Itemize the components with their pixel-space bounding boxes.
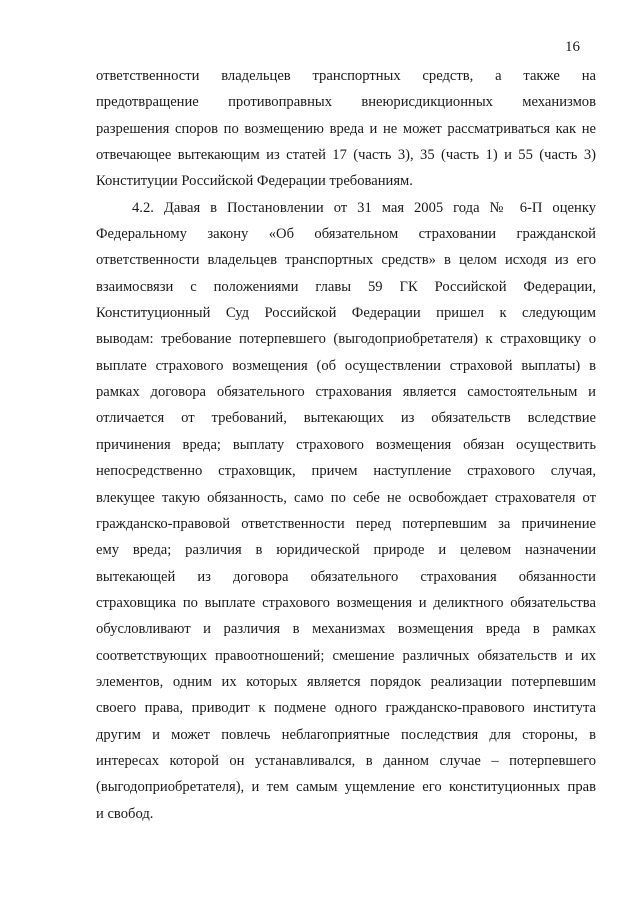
text-line: своего права, приводит к подмене одного гражданско-правового института <box>96 700 596 717</box>
text-line: гражданско-правовой ответственности перед потерпевшим за причинение <box>96 515 596 532</box>
text-line: вытекающей из договора обязательного страхования обязанности <box>96 568 596 585</box>
text-line: влекущее такую обязанность, само по себе не освобождает страхователя от <box>96 489 596 506</box>
text-line: выводам: требование потерпевшего (выгодоприобретателя) к страховщику о <box>96 331 596 348</box>
text-line: 4.2. Давая в Постановлении от 31 мая 2005 года № 6-П оценку <box>132 199 596 216</box>
text-line: Конституции Российской Федерации требованиям. <box>96 173 413 190</box>
text-line: страховщика по выплате страхового возмещения и деликтного обязательства <box>96 594 596 611</box>
text-line: взаимосвязи с положениями главы 59 ГК Российской Федерации, <box>96 278 596 295</box>
text-line: ему вреда; различия в юридической природе и целевом назначении <box>96 542 596 559</box>
text-line: интересах которой он устанавливался, в данном случае – потерпевшего <box>96 752 596 769</box>
text-line: рамках договора обязательного страхования является самостоятельным и <box>96 384 596 401</box>
text-line: соответствующих правоотношений; смешение различных обязательств и их <box>96 647 596 664</box>
text-line: ответственности владельцев транспортных средств, а также на <box>96 68 596 84</box>
text-line: обусловливают и различия в механизмах возмещения вреда в рамках <box>96 621 596 638</box>
text-line: выплате страхового возмещения (об осуществлении страховой выплаты) в <box>96 357 596 374</box>
text-line: другим и может повлечь неблагоприятные последствия для стороны, в <box>96 726 596 743</box>
text-line: причинения вреда; выплату страхового возмещения обязан осуществить <box>96 436 596 453</box>
text-line: ответственности владельцев транспортных средств» в целом исходя из его <box>96 252 596 269</box>
document-body <box>96 63 596 827</box>
text-line: элементов, одним их которых является порядок реализации потерпевшим <box>96 673 596 690</box>
text-line: Конституционный Суд Российской Федерации пришел к следующим <box>96 305 596 322</box>
text-line: отвечающее вытекающим из статей 17 (часть 3), 35 (часть 1) и 55 (часть 3) <box>96 147 596 164</box>
text-line: (выгодоприобретателя), и тем самым ущемление его конституционных прав <box>96 779 596 796</box>
text-line: предотвращение противоправных внеюрисдикционных механизмов <box>96 94 596 111</box>
text-line: и свобод. <box>96 805 154 822</box>
text-line: Федеральному закону «Об обязательном страховании гражданской <box>96 226 596 243</box>
page-number: 16 <box>565 39 580 55</box>
text-line: отличается от требований, вытекающих из обязательств вследствие <box>96 410 596 427</box>
text-line: непосредственно страховщик, причем наступление страхового случая, <box>96 463 596 480</box>
text-line: разрешения споров по возмещению вреда и не может рассматриваться как не <box>96 120 596 137</box>
